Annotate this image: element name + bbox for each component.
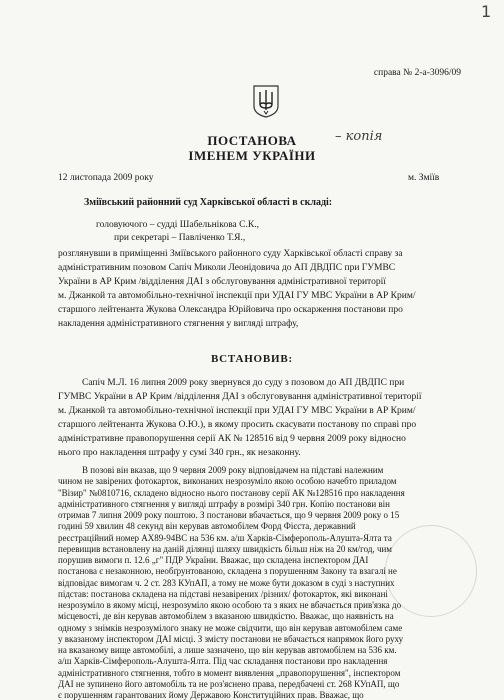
text-line: місцевості, де він керував автомобілем з вказаною швидкістю. Вважає, що наявність на	[58, 611, 394, 622]
text-line: накладення адміністративного стягнення у вигляді штрафу,	[58, 319, 299, 329]
text-line: на вказаному вище автомобілі, а лише зазначено, що він керував автомобілем на 536 км.	[58, 645, 397, 655]
text-line: отримав 7 липня 2009 року поштою. З постанови вбачається, що 9 червня 2009 року о 15	[58, 510, 400, 520]
text-line: є порушенням гарантованих йому Державою Конституційних прав. Вважає, що	[58, 690, 364, 700]
trident-emblem-icon	[252, 84, 280, 118]
text-line: адміністративним позовом Сапіч Миколи Леонідовича до АП ДВДПС при ГУМВС	[58, 263, 396, 273]
text-line: порушив вимоги п. 12.6 „г" ПДР України. Вважає, що складена інспектором ДАІ	[58, 555, 369, 565]
text-line: старшого лейтенанта Жукова Олександра Юрійовича про оскарження постанови про	[58, 305, 403, 315]
text-line: годині 59 хвилин 48 секунд він керував автомобілем Форд Фієста, державний	[58, 521, 356, 532]
text-line: постанова є незаконною, необґрунтованою, складена з порушенням Закону та взагалі не	[58, 566, 397, 577]
case-number: справа № 2-а-3096/09	[373, 68, 461, 78]
text-line: а/ш Харків-Сімферополь-Алушта-Ялта. Під час складання постанови про накладення	[58, 656, 388, 667]
document-subtitle: ІМЕНЕМ УКРАЇНИ	[188, 148, 316, 163]
text-line: В позові він вказав, що 9 червня 2009 року відповідачем на підставі належним	[82, 465, 384, 475]
text-line: м. Джанкой та автомобільно-технічної інспекції при УДАІ ГУ МВС України в АР Крим/	[58, 406, 416, 416]
text-line: адміністративного стягнення, тобто в момент виявлення „правопорушення", інспектором	[58, 667, 401, 678]
document-title: ПОСТАНОВА	[207, 133, 297, 148]
presiding-judge: головуючого – судді Шабельнікова С.К.,	[96, 220, 259, 230]
text-line: реєстраційний номер АХ89-94ВС на 536 км. а/ш Харків-Сімферополь-Алушта-Ялта та	[58, 532, 392, 543]
handwritten-note: – копія	[335, 129, 383, 144]
text-line: адміністративне правопорушення серії АК № 128516 від 9 червня 2009 року відносно	[58, 434, 406, 444]
text-line: м. Джанкой та автомобільно-технічної інспекції при УДАІ ГУ МВС України в АР Крим/	[58, 291, 416, 301]
faint-stamp	[385, 525, 477, 617]
text-line: ГУМВС України в АР Крим /відділення ДАІ з обслуговування адміністративної території	[58, 392, 422, 402]
text-line: адміністративного стягнення у вигляді штрафу в розмірі 340 грн. Копію постанови він	[58, 498, 390, 509]
document-place: м. Зміїв	[408, 173, 440, 183]
text-line: перевищив встановлену на даній ділянці шляху швидкість більш ніж на 20 км/год, чим	[58, 543, 393, 554]
text-line: старшого лейтенанта Жукова О.Ю.), в якому просить скасувати постанову по справі про	[58, 420, 417, 430]
text-line: підстав: постанова складена на підставі незавірених /різних/ фотокарток, які виконані	[58, 588, 388, 599]
page-number: 1	[481, 2, 492, 21]
text-line: ДАІ не зупинено його автомобіль та не роз'яснено права, передбачені ст. 268 КУпАП, що	[58, 678, 400, 689]
court-heading: Зміївський районний суд Харківської області в складі:	[84, 197, 333, 208]
text-line: одному з знімків незрозумілого знаку не може свідчити, що він керував автомобілем саме	[58, 622, 403, 633]
text-line: "Візир" №0810716, складено відносно нього постанову серії АК №128516 про накладення	[58, 487, 405, 498]
text-line: розглянувши в приміщенні Зміївського районного суду Харківської області справу за	[58, 249, 403, 259]
text-line: України в АР Крим /відділення ДАІ з обслуговування адміністративної території	[58, 277, 386, 287]
text-line: Сапіч М.Л. 16 липня 2009 року звернувся до суду з позовом до АП ДВДПС при	[82, 378, 405, 388]
text-line: нього про накладення штрафу у сумі 340 грн., як незаконну.	[58, 448, 301, 458]
document-date: 12 листопада 2009 року	[58, 173, 154, 183]
court-secretary: при секретарі – Павліченко Т.Я.,	[114, 233, 246, 243]
text-line: незрозуміло в якому місці, незрозуміло якою особою та з яких не вбачається прив'язка до	[58, 600, 402, 610]
section-heading: ВСТАНОВИВ:	[210, 353, 294, 365]
text-line: у вказаному інспектором ДАІ місці. З змісту постанови не вбачається напрямок його руху	[58, 633, 404, 644]
text-line: чином не завірених фотокарток, виконаних незрозуміло якою особою начебто приладом	[58, 476, 397, 487]
text-line: відповідає вимогам ч. 2 ст. 283 КУпАП, а тому не може бути доказом в суді з наступних	[58, 577, 395, 588]
